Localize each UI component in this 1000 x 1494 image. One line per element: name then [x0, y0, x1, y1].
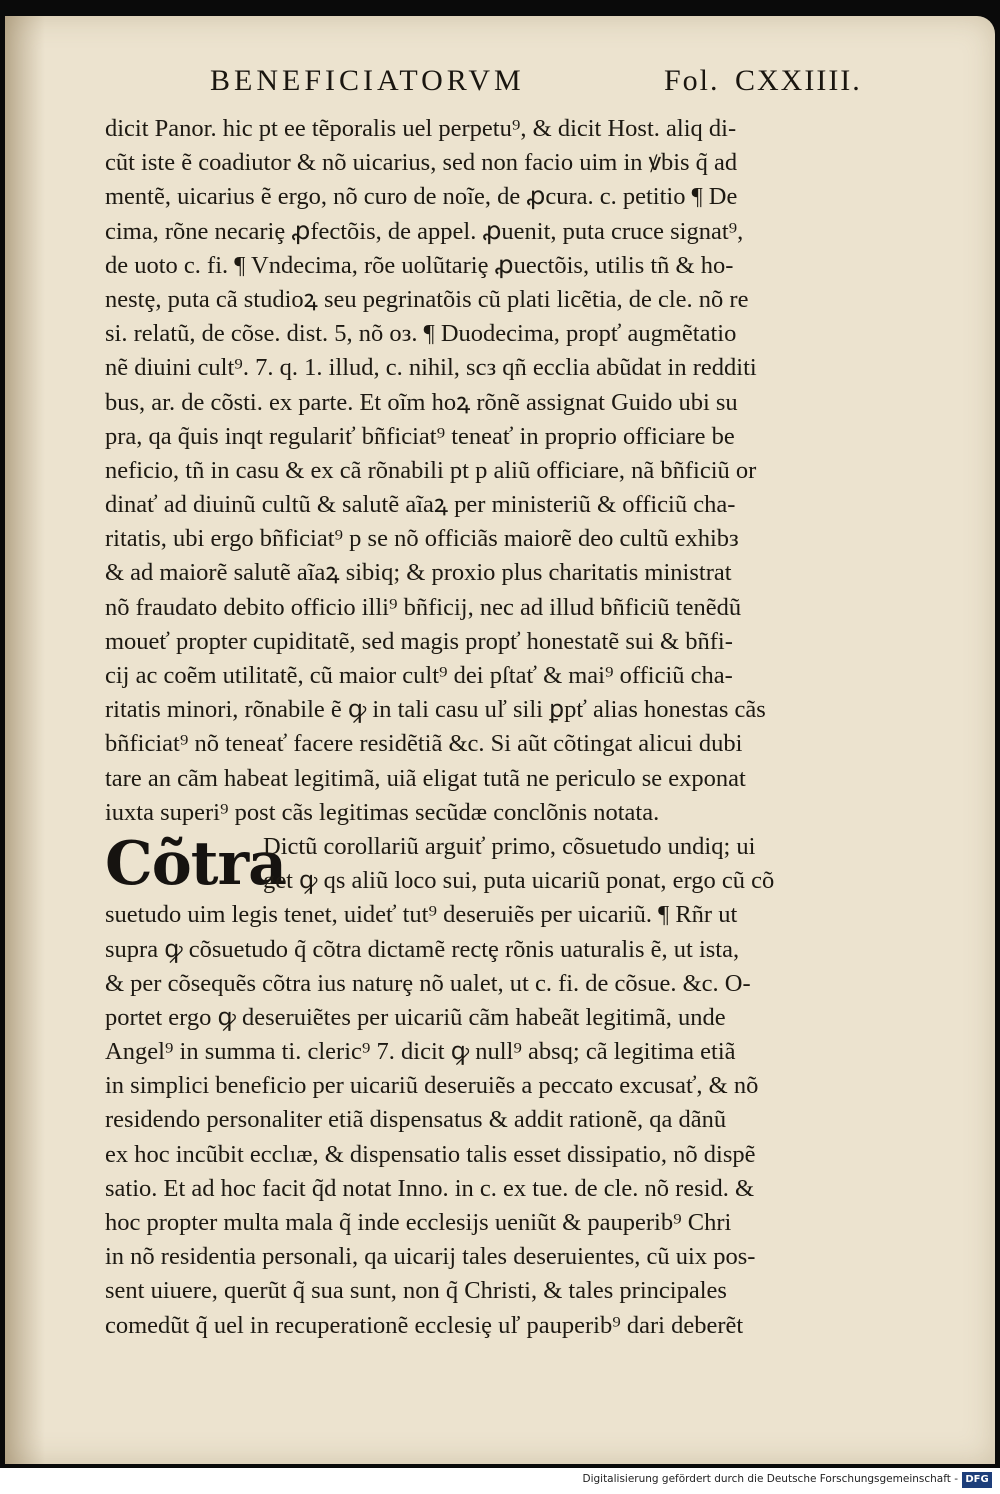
- text-line: supra ꝙ cõsuetudo q̃ cõtra dictamẽ rectȩ rõnis uaturalis ẽ, ut ista,: [105, 935, 740, 963]
- text-line: bñficiat⁹ nõ teneať facere residẽtiã &c. Si aũt cõtingat alicui dubi: [105, 730, 743, 758]
- text-line: Dictũ corollariũ arguiť primo, cõsuetudo undiq; ui: [263, 832, 756, 860]
- text-line: residendo personaliter etiã dispensatus & addit rationẽ, qa dãnũ: [105, 1106, 727, 1134]
- text-line: ritatis, ubi ergo bñficiat⁹ p se nõ officiãs maiorẽ deo cultũ exhibз: [105, 525, 739, 553]
- text-line: iuxta superi⁹ post cãs legitimas secũdæ conclõnis notata.: [105, 798, 660, 826]
- text-line: nestȩ, puta cã studioꝝ seu pegrinatõis cũ plati licẽtia, de cle. nõ re: [105, 285, 749, 313]
- text-line: portet ergo ꝙ deseruiẽtes per uicariũ cãm habeãt legitimã, unde: [105, 1003, 726, 1031]
- initial-paragraph-start: [105, 830, 885, 898]
- text-line: cũt iste ẽ coadiutor & nõ uicarius, sed non facio uim in ꝟbis q̃ ad: [105, 149, 738, 177]
- running-head-folio-number: CXXIIII.: [735, 64, 862, 97]
- running-head-title: BENEFICIATORVM: [210, 64, 525, 97]
- text-line: cima, rõne necariȩ ꝓfectõis, de appel. ꝓuenit, puta cruce signat⁹,: [105, 217, 744, 245]
- text-line: & per cõsequẽs cõtra ius naturȩ nõ ualet, ut c. fi. de cõsue. &c. O-: [105, 969, 751, 997]
- paragraph-before-initial: [105, 112, 885, 830]
- text-line: si. relatũ, de cõse. dist. 5, nõ oз. ¶ Duodecima, propť augmẽtatio: [105, 320, 737, 348]
- text-line: in simplici beneficio per uicariũ deseruiẽs a peccato excusať, & nõ: [105, 1072, 759, 1100]
- dfg-logo: DFG: [962, 1472, 992, 1488]
- text-line: Angel⁹ in summa ti. cleric⁹ 7. dicit ꝙ null⁹ absq; cã legitima etiã: [105, 1038, 736, 1066]
- running-head-folio-label: Fol.: [664, 64, 720, 97]
- text-line: mentẽ, uicarius ẽ ergo, nõ curo de noĩe, de ꝓcura. c. petitio ¶ De: [105, 183, 738, 211]
- text-line: moueť propter cupiditatẽ, sed magis propť honestatẽ sui & bñfi-: [105, 627, 733, 655]
- text-line: de uoto c. fi. ¶ Vndecima, rõe uolũtariȩ ꝓuectõis, utilis tñ & ho-: [105, 251, 734, 279]
- text-line: ritatis minori, rõnabile ẽ ꝙ in tali casu uľ sili ꝑpť alias honestas cãs: [105, 696, 766, 724]
- running-head: [210, 64, 880, 104]
- text-line: in nõ residentia personali, qa uicarij tales deseruientes, cũ uix pos-: [105, 1243, 756, 1271]
- footer-credit-bar: [0, 1468, 1000, 1494]
- text-line: pra, qa q̃uis inqt regulariť bñficiat⁹ teneať in proprio officiare be: [105, 422, 735, 450]
- text-line: cij ac coẽm utilitatẽ, cũ maior cult⁹ dei pſtať & mai⁹ officiũ cha-: [105, 662, 733, 689]
- text-line: satio. Et ad hoc facit q̃d notat Inno. in c. ex tue. de cle. nõ resid. &: [105, 1174, 755, 1202]
- text-line: nõ fraudato debito officio illi⁹ bñficij, nec ad illud bñficiũ tenẽdũ: [105, 593, 742, 621]
- text-line: comedũt q̃ uel in recuperationẽ ecclesiȩ uľ pauperib⁹ dari deberẽt: [105, 1311, 744, 1339]
- text-line: get ꝙ qs aliũ loco sui, puta uicariũ ponat, ergo cũ cõ: [263, 867, 775, 895]
- initial-side-lines: [263, 830, 883, 898]
- text-line: ex hoc incũbit ecclıæ, & dispensatio talis esset dissipatio, nõ dispẽ: [105, 1140, 756, 1168]
- decorated-initial-word: Cõtra: [105, 828, 286, 899]
- text-line: bus, ar. de cõsti. ex parte. Et oĩm hoꝝ rõnẽ assignat Guido ubi su: [105, 388, 738, 416]
- text-line: suetudo uim legis tenet, uideť tut⁹ deseruiẽs per uicariũ. ¶ Rñr ut: [105, 901, 738, 929]
- text-line: dicit Panor. hic pt ee tẽporalis uel perpetu⁹, & dicit Host. aliq di-: [105, 115, 737, 142]
- text-block: [105, 112, 885, 1343]
- text-line: dinať ad diuinũ cultũ & salutẽ aĩaꝝ per ministeriũ & officiũ cha-: [105, 491, 736, 519]
- text-line: tare an cãm habeat legitimã, uiã eligat tutã ne periculo se exponat: [105, 764, 746, 792]
- footer-credit-text: Digitalisierung gefördert durch die Deutsche Forschungsgemeinschaft -: [582, 1473, 958, 1485]
- text-line: neficio, tñ in casu & ex cã rõnabili pt p aliũ officiare, nã bñficiũ or: [105, 456, 757, 484]
- text-line: hoc propter multa mala q̃ inde ecclesijs ueniũt & pauperib⁹ Chri: [105, 1209, 732, 1237]
- text-line: sent uiuere, querũt q̃ sua sunt, non q̃ Christi, & tales principales: [105, 1277, 727, 1305]
- text-line: & ad maiorẽ salutẽ aĩaꝝ sibiq; & proxio plus charitatis ministrat: [105, 559, 732, 587]
- book-page: [5, 16, 995, 1464]
- gutter-shadow: [5, 16, 45, 1464]
- paragraph-after-initial: [105, 898, 885, 1342]
- text-line: nẽ diuini cult⁹. 7. q. 1. illud, c. nihil, scз qñ ecclia abũdat in redditi: [105, 354, 757, 382]
